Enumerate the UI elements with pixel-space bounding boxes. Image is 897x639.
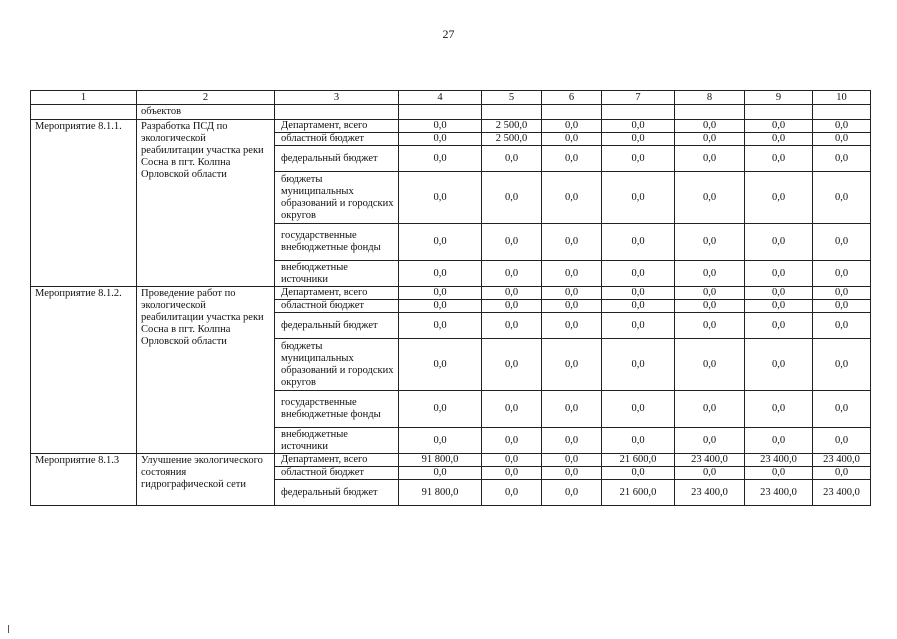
value-cell: 0,0 — [602, 261, 675, 287]
value-cell: 0,0 — [399, 339, 482, 391]
value-cell: 2 500,0 — [482, 133, 542, 146]
value-cell: 0,0 — [675, 467, 745, 480]
header-cell: 7 — [602, 91, 675, 105]
value-cell: 0,0 — [675, 172, 745, 224]
activity-name: Проведение работ по экологической реабилитации участка реки Сосна в пгт. Колпна Орловской области — [137, 287, 275, 454]
funding-source: государственные внебюджетные фонды — [275, 391, 399, 428]
value-cell: 0,0 — [602, 428, 675, 454]
value-cell: 0,0 — [482, 172, 542, 224]
activity-code: Мероприятие 8.1.3 — [31, 454, 137, 506]
value-cell: 0,0 — [745, 339, 813, 391]
value-cell: 0,0 — [675, 224, 745, 261]
header-cell: 3 — [275, 91, 399, 105]
table-row — [31, 454, 871, 467]
value-cell: 0,0 — [745, 224, 813, 261]
value-cell: 0,0 — [745, 300, 813, 313]
value-cell: 0,0 — [542, 300, 602, 313]
value-cell: 0,0 — [542, 428, 602, 454]
value-cell: 23 400,0 — [675, 454, 745, 467]
value-cell: 23 400,0 — [813, 454, 871, 467]
value-cell: 0,0 — [813, 300, 871, 313]
value-cell: 0,0 — [602, 467, 675, 480]
empty-cell — [602, 105, 675, 120]
value-cell: 0,0 — [745, 120, 813, 133]
value-cell: 0,0 — [542, 313, 602, 339]
activity-code: Мероприятие 8.1.2. — [31, 287, 137, 454]
value-cell: 0,0 — [399, 313, 482, 339]
value-cell: 0,0 — [542, 287, 602, 300]
table-row — [31, 287, 871, 300]
value-cell: 0,0 — [745, 428, 813, 454]
value-cell: 0,0 — [399, 133, 482, 146]
activity-name: Разработка ПСД по экологической реабилитации участка реки Сосна в пгт. Колпна Орловской области — [137, 120, 275, 287]
value-cell: 0,0 — [482, 300, 542, 313]
value-cell: 0,0 — [813, 287, 871, 300]
header-cell: 9 — [745, 91, 813, 105]
value-cell: 0,0 — [813, 224, 871, 261]
value-cell: 0,0 — [602, 133, 675, 146]
value-cell: 0,0 — [813, 467, 871, 480]
value-cell: 0,0 — [675, 428, 745, 454]
value-cell: 0,0 — [602, 146, 675, 172]
value-cell: 0,0 — [482, 480, 542, 506]
value-cell: 0,0 — [602, 391, 675, 428]
empty-cell — [399, 105, 482, 120]
value-cell: 0,0 — [542, 224, 602, 261]
value-cell: 23 400,0 — [745, 454, 813, 467]
value-cell: 0,0 — [813, 261, 871, 287]
value-cell: 0,0 — [602, 287, 675, 300]
value-cell: 0,0 — [675, 313, 745, 339]
funding-source: федеральный бюджет — [275, 146, 399, 172]
header-cell: 6 — [542, 91, 602, 105]
empty-cell — [482, 105, 542, 120]
value-cell: 0,0 — [813, 313, 871, 339]
value-cell: 0,0 — [745, 146, 813, 172]
value-cell: 0,0 — [482, 146, 542, 172]
header-row — [31, 91, 871, 105]
value-cell: 0,0 — [399, 172, 482, 224]
value-cell: 0,0 — [399, 428, 482, 454]
value-cell: 0,0 — [602, 300, 675, 313]
value-cell: 0,0 — [542, 172, 602, 224]
value-cell: 0,0 — [675, 120, 745, 133]
value-cell: 0,0 — [813, 120, 871, 133]
value-cell: 0,0 — [482, 287, 542, 300]
funding-source: областной бюджет — [275, 300, 399, 313]
continuation-text: объектов — [137, 105, 275, 120]
continuation-row — [31, 105, 871, 120]
value-cell: 0,0 — [482, 224, 542, 261]
value-cell: 0,0 — [399, 287, 482, 300]
value-cell: 0,0 — [399, 261, 482, 287]
funding-source: областной бюджет — [275, 467, 399, 480]
value-cell: 0,0 — [482, 454, 542, 467]
funding-source: федеральный бюджет — [275, 480, 399, 506]
value-cell: 0,0 — [542, 480, 602, 506]
empty-cell — [31, 105, 137, 120]
empty-cell — [275, 105, 399, 120]
header-cell: 2 — [137, 91, 275, 105]
value-cell: 0,0 — [675, 146, 745, 172]
funding-source: бюджеты муниципальных образований и городских округов — [275, 339, 399, 391]
value-cell: 0,0 — [602, 120, 675, 133]
value-cell: 0,0 — [602, 172, 675, 224]
value-cell: 0,0 — [813, 428, 871, 454]
value-cell: 0,0 — [399, 467, 482, 480]
page-number: 27 — [442, 27, 455, 41]
value-cell: 0,0 — [745, 391, 813, 428]
funding-source: Департамент, всего — [275, 120, 399, 133]
value-cell: 0,0 — [542, 133, 602, 146]
funding-source: федеральный бюджет — [275, 313, 399, 339]
value-cell: 0,0 — [675, 261, 745, 287]
value-cell: 0,0 — [542, 120, 602, 133]
header-cell: 8 — [675, 91, 745, 105]
value-cell: 0,0 — [482, 339, 542, 391]
empty-cell — [745, 105, 813, 120]
value-cell: 0,0 — [745, 313, 813, 339]
value-cell: 2 500,0 — [482, 120, 542, 133]
funding-source: внебюджетные источники — [275, 428, 399, 454]
value-cell: 0,0 — [482, 313, 542, 339]
value-cell: 0,0 — [745, 133, 813, 146]
value-cell: 0,0 — [745, 467, 813, 480]
value-cell: 91 800,0 — [399, 480, 482, 506]
value-cell: 0,0 — [399, 391, 482, 428]
value-cell: 0,0 — [482, 261, 542, 287]
empty-cell — [675, 105, 745, 120]
value-cell: 0,0 — [602, 313, 675, 339]
value-cell: 0,0 — [542, 339, 602, 391]
value-cell: 23 400,0 — [813, 480, 871, 506]
value-cell: 23 400,0 — [675, 480, 745, 506]
activity-name: Улучшение экологического состояния гидрографической сети — [137, 454, 275, 506]
value-cell: 91 800,0 — [399, 454, 482, 467]
value-cell: 0,0 — [542, 454, 602, 467]
funding-source: областной бюджет — [275, 133, 399, 146]
value-cell: 0,0 — [602, 224, 675, 261]
funding-source: Департамент, всего — [275, 287, 399, 300]
value-cell: 0,0 — [482, 391, 542, 428]
value-cell: 21 600,0 — [602, 480, 675, 506]
value-cell: 0,0 — [542, 391, 602, 428]
activity-code: Мероприятие 8.1.1. — [31, 120, 137, 287]
value-cell: 0,0 — [482, 428, 542, 454]
value-cell: 0,0 — [675, 339, 745, 391]
value-cell: 0,0 — [675, 391, 745, 428]
value-cell: 0,0 — [813, 391, 871, 428]
header-cell: 10 — [813, 91, 871, 105]
scan-mark — [8, 625, 9, 633]
value-cell: 0,0 — [675, 300, 745, 313]
value-cell: 0,0 — [813, 133, 871, 146]
funding-source: бюджеты муниципальных образований и городских округов — [275, 172, 399, 224]
value-cell: 23 400,0 — [745, 480, 813, 506]
value-cell: 0,0 — [602, 339, 675, 391]
empty-cell — [542, 105, 602, 120]
value-cell: 0,0 — [542, 467, 602, 480]
header-cell: 5 — [482, 91, 542, 105]
value-cell: 0,0 — [399, 120, 482, 133]
value-cell: 21 600,0 — [602, 454, 675, 467]
value-cell: 0,0 — [542, 146, 602, 172]
value-cell: 0,0 — [813, 172, 871, 224]
empty-cell — [813, 105, 871, 120]
value-cell: 0,0 — [813, 339, 871, 391]
funding-source: Департамент, всего — [275, 454, 399, 467]
value-cell: 0,0 — [745, 172, 813, 224]
value-cell: 0,0 — [745, 261, 813, 287]
value-cell: 0,0 — [399, 300, 482, 313]
value-cell: 0,0 — [482, 467, 542, 480]
value-cell: 0,0 — [542, 261, 602, 287]
funding-source: государственные внебюджетные фонды — [275, 224, 399, 261]
value-cell: 0,0 — [675, 287, 745, 300]
header-cell: 1 — [31, 91, 137, 105]
table-row — [31, 120, 871, 133]
value-cell: 0,0 — [745, 287, 813, 300]
budget-table — [30, 90, 871, 506]
value-cell: 0,0 — [675, 133, 745, 146]
value-cell: 0,0 — [813, 146, 871, 172]
value-cell: 0,0 — [399, 224, 482, 261]
value-cell: 0,0 — [399, 146, 482, 172]
funding-source: внебюджетные источники — [275, 261, 399, 287]
header-cell: 4 — [399, 91, 482, 105]
